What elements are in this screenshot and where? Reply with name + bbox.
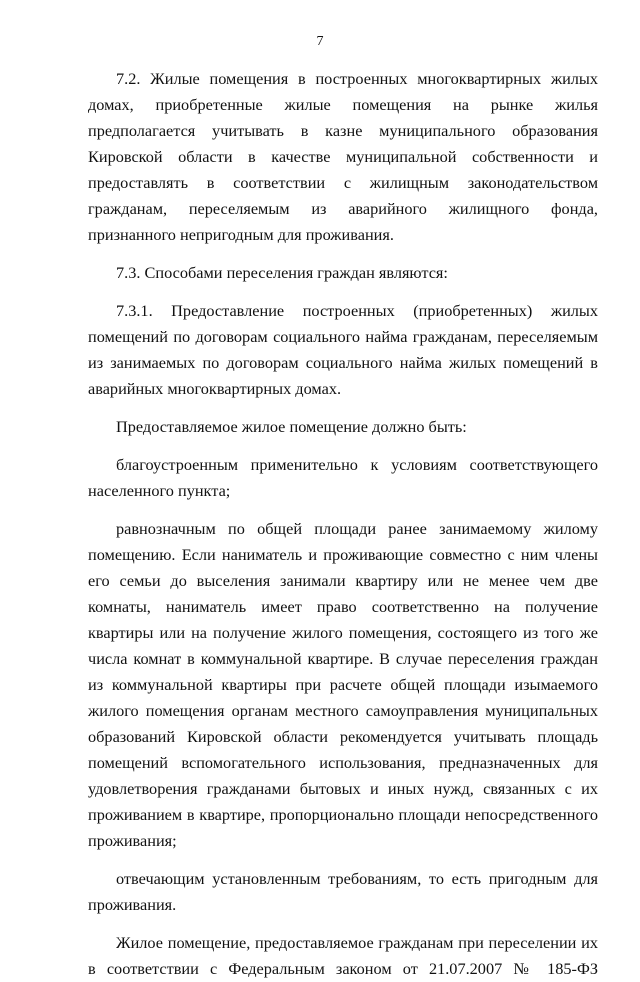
document-body	[88, 66, 598, 982]
paragraph-7-3-1: 7.3.1. Предоставление построенных (приобретенных) жилых помещений по договорам социального найма гражданам, переселяемым из занимаемых по договорам социального найма жилых помещений в аварийных многоквартирных домах.	[88, 301, 598, 398]
paragraph-requirement-equivalent-area: равнозначным по общей площади ранее занимаемому жилому помещению. Если наниматель и проживающие совместно с ним члены его семьи до выселения занимали квартиру или не менее чем две комнаты, наниматель имеет право соответственно на получение квартиры или на получение жилого помещения, состоящего из того же числа комнат в коммунальной квартире. В случае переселения граждан из коммунальной квартиры при расчете общей площади изымаемого жилого помещения органам местного самоуправления муниципальных образований Кировской области рекомендуется учитывать площадь помещений вспомогательного использования, предназначенных для удовлетворения гражданами бытовых и иных нужд, связанных с их проживанием в квартире, пропорционально площади непосредственного проживания;	[88, 519, 598, 850]
page-number: 7	[316, 34, 324, 49]
paragraph-requirement-comfortable: благоустроенным применительно к условиям соответствующего населенного пункта;	[88, 455, 598, 500]
paragraph-7-2: 7.2. Жилые помещения в построенных многоквартирных жилых домах, приобретенные жилые помещения на рынке жилья предполагается учитывать в казне муниципального образования Кировской области в качестве муниципальной собственности и предоставлять в соответствии с жилищным законодательством гражданам, переселяемым из аварийного жилищного фонда, признанного непригодным для проживания.	[88, 69, 598, 244]
paragraph-housing-provided: Жилое помещение, предоставляемое гражданам при переселении их в соответствии с Федеральным законом от 21.07.2007 № 185-ФЗ	[88, 933, 598, 978]
paragraph-requirement-compliant: отвечающим установленным требованиям, то есть пригодным для проживания.	[88, 869, 598, 914]
paragraph-7-3: 7.3. Способами переселения граждан являются:	[116, 263, 448, 282]
paragraph-requirements-intro: Предоставляемое жилое помещение должно быть:	[116, 417, 467, 436]
